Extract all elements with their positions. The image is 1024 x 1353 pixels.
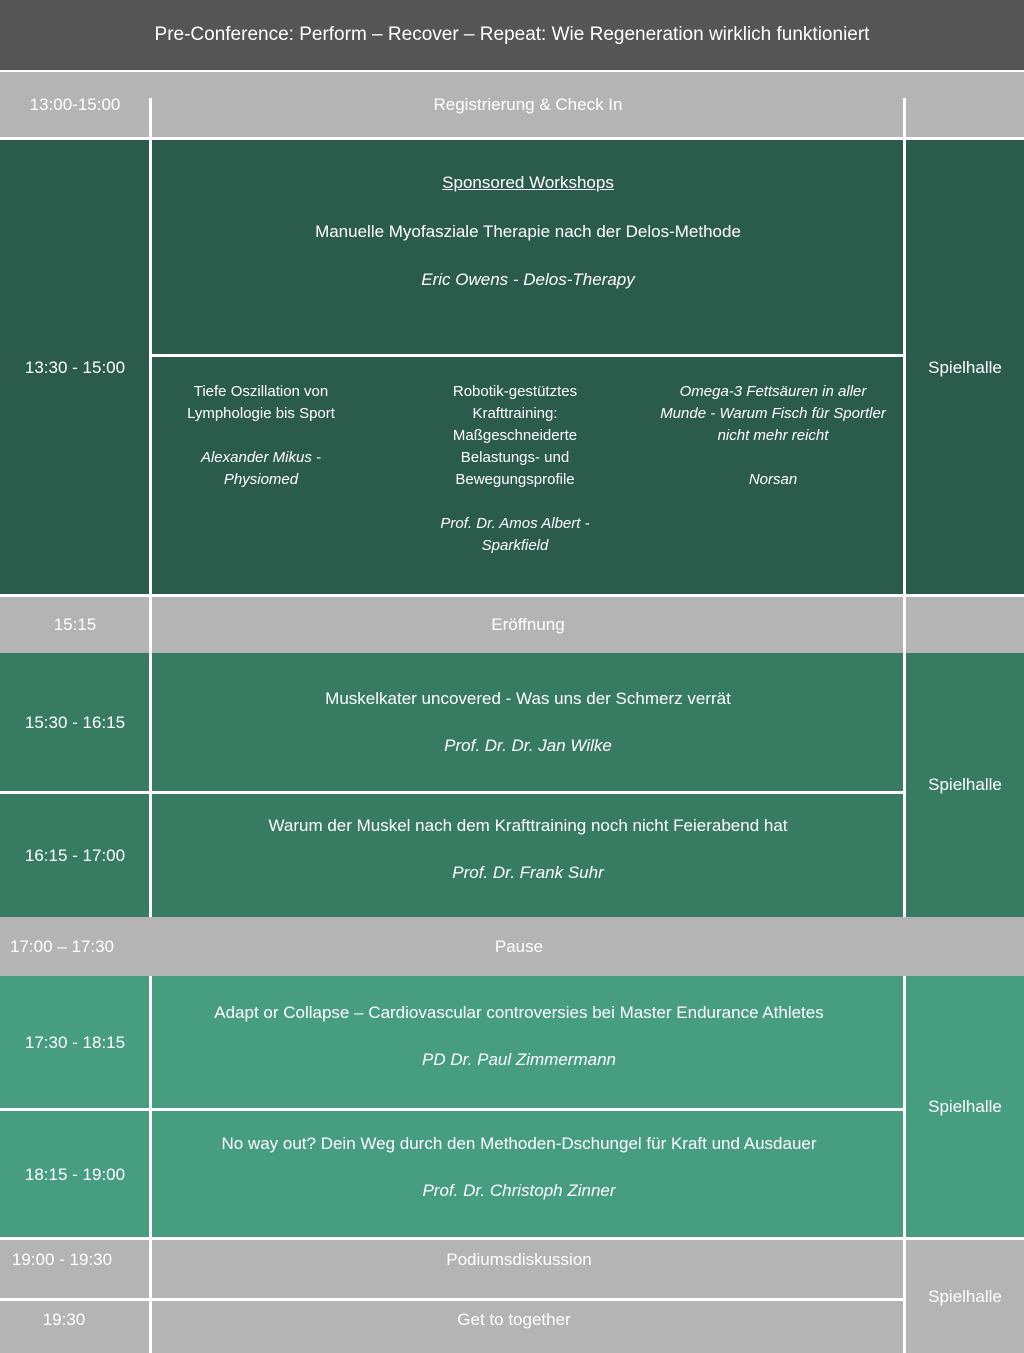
vline-right-top <box>903 140 906 917</box>
opening-title: Eröffnung <box>491 615 565 634</box>
final-room: Spielhalle <box>928 1286 1002 1306</box>
workshop-sub-2-title: Robotik-gestütztes Krafttraining: Maßgeschneiderte Belastungs- und Bewegungsprofile <box>452 383 578 488</box>
workshops-time: 13:30 - 15:00 <box>24 357 126 377</box>
block1-room: Spielhalle <box>928 775 1002 794</box>
block2-session1-title: Adapt or Collapse – Cardiovascular controversies bei Master Endurance Athletes <box>214 1003 824 1022</box>
block1-session1 <box>152 653 904 792</box>
vline-right-bottom <box>903 976 906 1353</box>
block2-session2-time: 18:15 - 19:00 <box>24 1164 126 1184</box>
opening-time: 15:15 <box>53 615 97 634</box>
workshop-sub-1-title: Tiefe Oszillation von Lymphologie bis Sport <box>187 383 335 422</box>
pause-time: 17:00 – 17:30 <box>10 936 114 956</box>
block1-session2 <box>152 794 904 917</box>
block2-session1-time: 17:30 - 18:15 <box>24 1032 126 1052</box>
registration-title: Registrierung & Check In <box>433 95 623 114</box>
block1-session2-title: Warum der Muskel nach dem Krafttraining noch nicht Feierabend hat <box>268 816 788 835</box>
vline-left-bottom <box>149 976 152 1353</box>
block2-room: Spielhalle <box>928 1097 1002 1116</box>
divider-final-inner <box>0 1298 904 1301</box>
workshop-sub-1-speaker: Alexander Mikus - Physiomed <box>200 449 322 488</box>
registration-time: 13:00-15:00 <box>29 95 121 114</box>
vline-left-top <box>149 140 152 917</box>
workshop-sub-2-speaker: Prof. Dr. Amos Albert - Sparkfield <box>440 515 590 554</box>
workshops-main-title: Manuelle Myofasziale Therapie nach der Delos-Methode <box>315 222 741 241</box>
final-row2-title: Get to together <box>457 1310 571 1329</box>
final-row1-time: 19:00 - 19:30 <box>11 1250 113 1269</box>
block2-session2-speaker: Prof. Dr. Christoph Zinner <box>422 1181 616 1200</box>
block2-session2-title: No way out? Dein Weg durch den Methoden-Dschungel für Kraft und Ausdauer <box>221 1134 817 1153</box>
block1-session2-speaker: Prof. Dr. Frank Suhr <box>452 863 604 882</box>
vline-left-registration <box>149 98 152 138</box>
workshop-sub-1 <box>170 381 352 491</box>
workshops-main <box>152 140 904 355</box>
block1-session1-title: Muskelkater uncovered - Was uns der Schmerz verrät <box>325 689 731 708</box>
workshops-heading: Sponsored Workshops <box>442 173 614 192</box>
block2-session1-speaker: PD Dr. Paul Zimmermann <box>422 1050 616 1069</box>
workshop-sub-2 <box>420 381 610 557</box>
block2-session1 <box>152 976 886 1109</box>
divider-block1-inner <box>0 791 904 794</box>
final-row1-title: Podiumsdiskussion <box>446 1250 592 1269</box>
divider-header <box>0 70 1024 72</box>
workshop-sub-3-title: Omega-3 Fettsäuren in aller Munde - Warum Fisch für Sportler nicht mehr reicht <box>660 383 886 444</box>
vline-right-registration <box>903 98 906 138</box>
block2-session2 <box>152 1111 886 1238</box>
divider-workshops-inner <box>152 354 904 357</box>
divider-registration <box>0 137 1024 140</box>
block1-session2-time: 16:15 - 17:00 <box>24 845 126 865</box>
header-title: Pre-Conference: Perform – Recover – Repeat: Wie Regeneration wirklich funktioniert <box>154 24 870 45</box>
workshop-sub-3-speaker: Norsan <box>748 471 798 488</box>
schedule-header <box>0 0 1024 70</box>
divider-block2 <box>0 1237 1024 1240</box>
workshops-main-speaker: Eric Owens - Delos-Therapy <box>421 270 635 289</box>
final-row2-time: 19:30 <box>42 1310 86 1329</box>
block1-session1-speaker: Prof. Dr. Dr. Jan Wilke <box>444 736 612 755</box>
workshops-room: Spielhalle <box>928 357 1002 377</box>
divider-workshops <box>0 594 1024 597</box>
block1-session1-time: 15:30 - 16:15 <box>24 712 126 732</box>
pause-title: Pause <box>494 936 544 956</box>
workshop-sub-3 <box>656 381 890 491</box>
divider-block2-inner <box>0 1108 904 1111</box>
